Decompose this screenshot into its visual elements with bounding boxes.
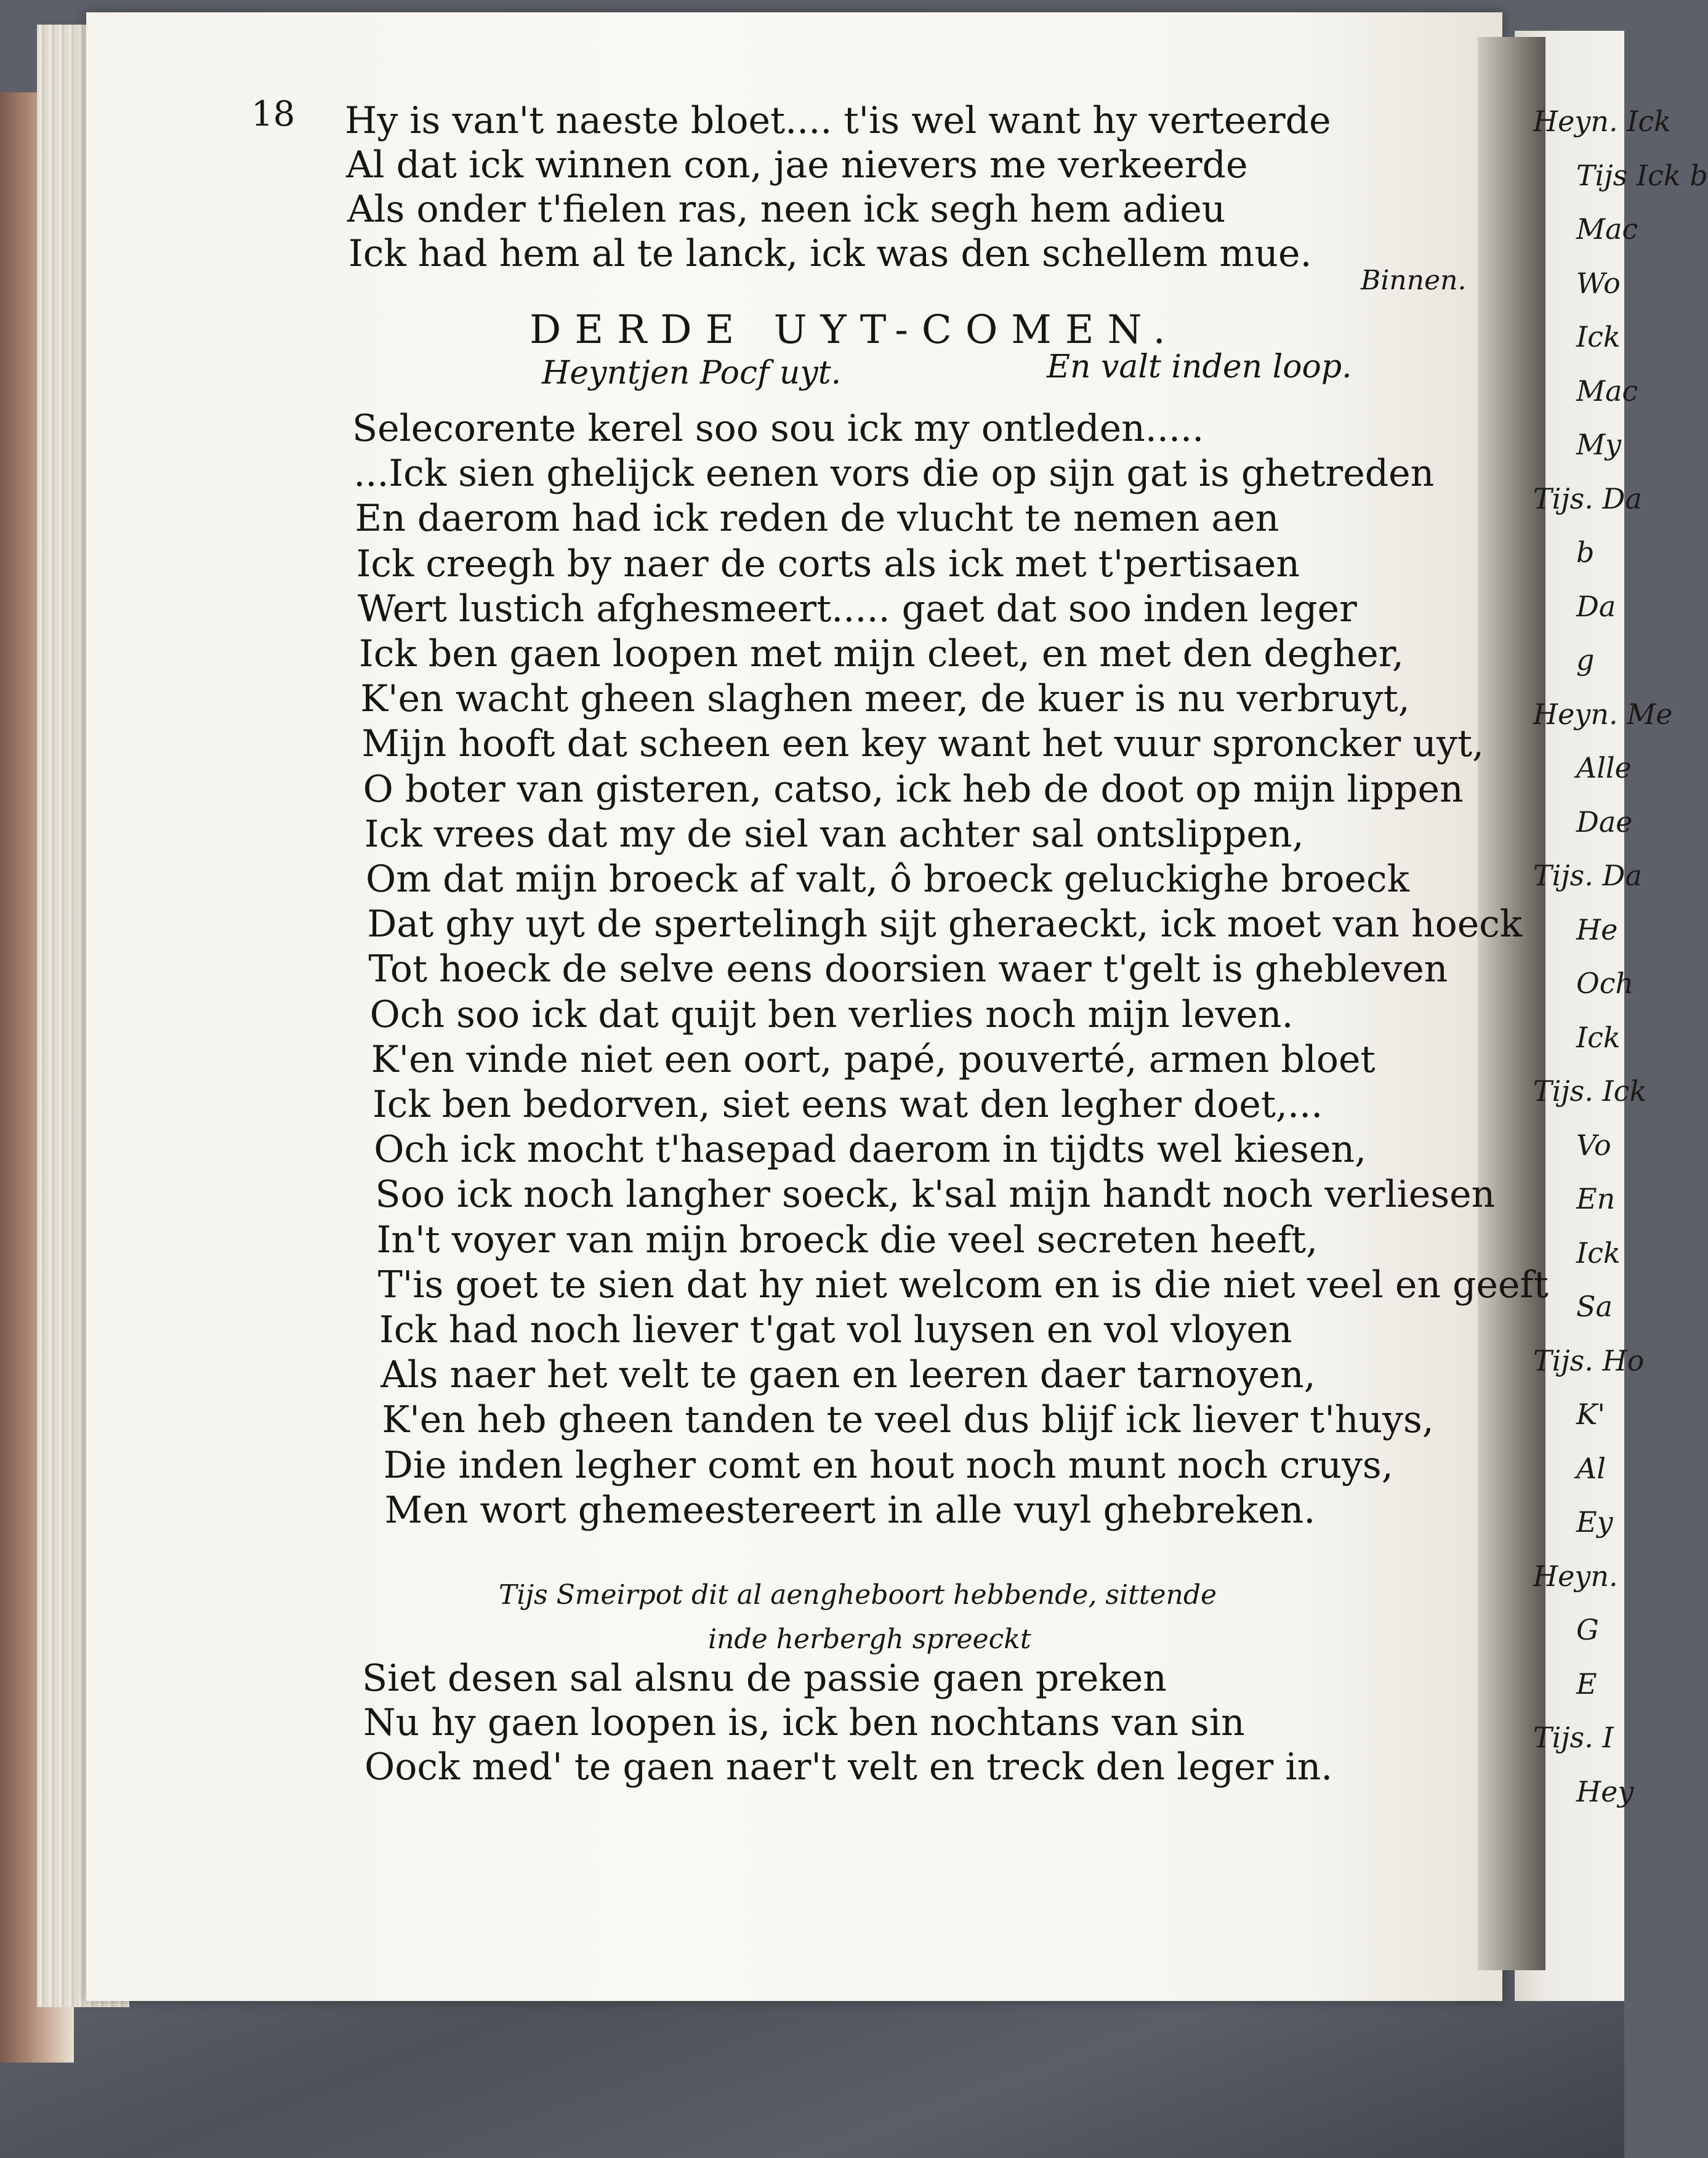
verse-line: T'is goet te sien dat hy niet welcom en is die niet veel en geeft — [377, 1263, 1549, 1306]
verse-line: ...Ick sien ghelijck eenen vors die op sijn gat is ghetreden — [353, 452, 1435, 496]
next-page-fragment: g — [1576, 643, 1595, 677]
next-page-fragment: Tijs. I — [1533, 1721, 1614, 1754]
verse-line: Als naer het velt te gaen en leeren daer tarnoyen, — [381, 1353, 1316, 1397]
verse-line: Om dat mijn broeck af valt, ô broeck geluckighe broeck — [366, 858, 1409, 901]
verse-line: Ick ben bedorven, siet eens wat den legher doet,... — [373, 1083, 1323, 1126]
next-page-fragment: En — [1576, 1182, 1616, 1215]
verse-line: K'en vinde niet een oort, papé, pouverté, armen bloet — [371, 1037, 1376, 1081]
verse-line: Och soo ick dat quijt ben verlies noch mijn leven. — [369, 992, 1294, 1036]
next-page-fragment: Ick — [1576, 1236, 1621, 1270]
verse-line: Wert lustich afghesmeert..... gaet dat soo inden leger — [357, 587, 1357, 630]
next-page-fragment: Ey — [1576, 1505, 1613, 1539]
section-heading: DERDE UYT-COMEN. — [530, 307, 1179, 353]
verse-line: Soo ick noch langher soeck, k'sal mijn handt noch verliesen — [375, 1173, 1496, 1217]
next-page-fragment: Och — [1576, 967, 1634, 1000]
next-page-fragment: Heyn. Ick — [1533, 105, 1672, 138]
next-page-fragment: E — [1576, 1667, 1597, 1701]
next-page-fragment: K' — [1576, 1398, 1606, 1431]
next-page-fragment: Vo — [1576, 1128, 1611, 1162]
next-page-fragment: Ick — [1576, 320, 1621, 353]
verse-line: Nu hy gaen loopen is, ick ben nochtans van sin — [363, 1701, 1245, 1744]
next-page-fragment: Tijs. Ho — [1533, 1343, 1645, 1377]
next-page-fragment: Alle — [1576, 751, 1632, 784]
verse-line: O boter van gisteren, catso, ick heb de doot op mijn lippen — [363, 767, 1464, 811]
stage-direction-binnen: Binnen. — [1361, 265, 1467, 296]
verse-line: Selecorente kerel soo sou ick my ontleden..... — [352, 407, 1204, 450]
direction-line: Tijs Smeirpot dit al aengheboort hebbende, sittende — [499, 1579, 1217, 1611]
entrance-left: Heyntjen Pocf uyt. — [542, 355, 842, 392]
next-page-fragment: Al — [1576, 1451, 1606, 1485]
next-page-fragment: Tijs. Da — [1533, 859, 1642, 892]
verse-line: Ick ben gaen loopen met mijn cleet, en met den degher, — [359, 632, 1404, 675]
next-page-fragment: Mac — [1576, 374, 1638, 408]
verse-line: Oock med' te gaen naer't velt en treck den leger in. — [365, 1745, 1333, 1789]
verse-line: Tot hoeck de selve eens doorsien waer t'gelt is ghebleven — [368, 948, 1448, 991]
next-page-fragment: Sa — [1576, 1290, 1613, 1323]
next-page-fragment: G — [1576, 1613, 1599, 1646]
next-page-fragment: Tijs Ick b — [1576, 158, 1708, 192]
next-page-fragment: Mac — [1576, 212, 1638, 246]
next-page-fragment: My — [1576, 428, 1622, 461]
verse-line: Die inden legher comt en hout noch munt noch cruys, — [383, 1443, 1393, 1487]
verse-line: Hy is van't naeste bloet.... t'is wel want hy verteerde — [345, 99, 1331, 142]
page-number: 18 — [251, 94, 296, 134]
next-page-fragment: Da — [1576, 589, 1616, 623]
verse-line: Och ick mocht t'hasepad daerom in tijdts wel kiesen, — [374, 1128, 1367, 1172]
verse-line: Siet desen sal alsnu de passie gaen preken — [362, 1657, 1167, 1700]
verse-line: In't voyer van mijn broeck die veel secreten heeft, — [376, 1218, 1318, 1262]
verse-line: Mijn hooft dat scheen een key want het vuur sproncker uyt, — [361, 722, 1484, 766]
direction-line: inde herbergh spreeckt — [708, 1624, 1031, 1655]
verse-line: Men wort ghemeestereert in alle vuyl ghebreken. — [384, 1488, 1316, 1532]
verse-line: Dat ghy uyt de spertelingh sijt gheraeckt, ick moet van hoeck — [367, 903, 1523, 946]
verse-line: Ick creegh by naer de corts als ick met t'pertisaen — [356, 542, 1300, 586]
next-page-fragment: Ick — [1576, 1020, 1621, 1054]
next-page-fragment: He — [1576, 912, 1618, 946]
verse-line: Al dat ick winnen con, jae nievers me verkeerde — [346, 143, 1248, 187]
next-page-fragment: Tijs. Da — [1533, 481, 1642, 515]
verse-line: Als onder t'fielen ras, neen ick segh hem adieu — [347, 188, 1226, 231]
verse-line: Ick had hem al te lanck, ick was den schellem mue. — [348, 232, 1312, 275]
entrance-right: En valt inden loop. — [1047, 348, 1352, 385]
verse-line: K'en wacht gheen slaghen meer, de kuer is nu verbruyt, — [360, 677, 1410, 721]
next-page-fragment: b — [1576, 536, 1595, 569]
verse-line: Ick had noch liever t'gat vol luysen en vol vloyen — [379, 1308, 1292, 1351]
verse-line: K'en heb gheen tanden te veel dus blijf ick liever t'huys, — [382, 1398, 1434, 1442]
next-page-fragment: Hey — [1576, 1774, 1634, 1808]
next-page-fragment: Tijs. Ick — [1533, 1074, 1647, 1108]
next-page-fragment: Dae — [1576, 805, 1633, 839]
verse-line: En daerom had ick reden de vlucht te nemen aen — [355, 497, 1279, 541]
next-page-fragment: Wo — [1576, 266, 1621, 300]
verse-line: Ick vrees dat my de siel van achter sal ontslippen, — [364, 812, 1304, 856]
next-page-fragment: Heyn. Me — [1533, 697, 1673, 731]
next-page-fragment: Heyn. — [1533, 1559, 1618, 1593]
